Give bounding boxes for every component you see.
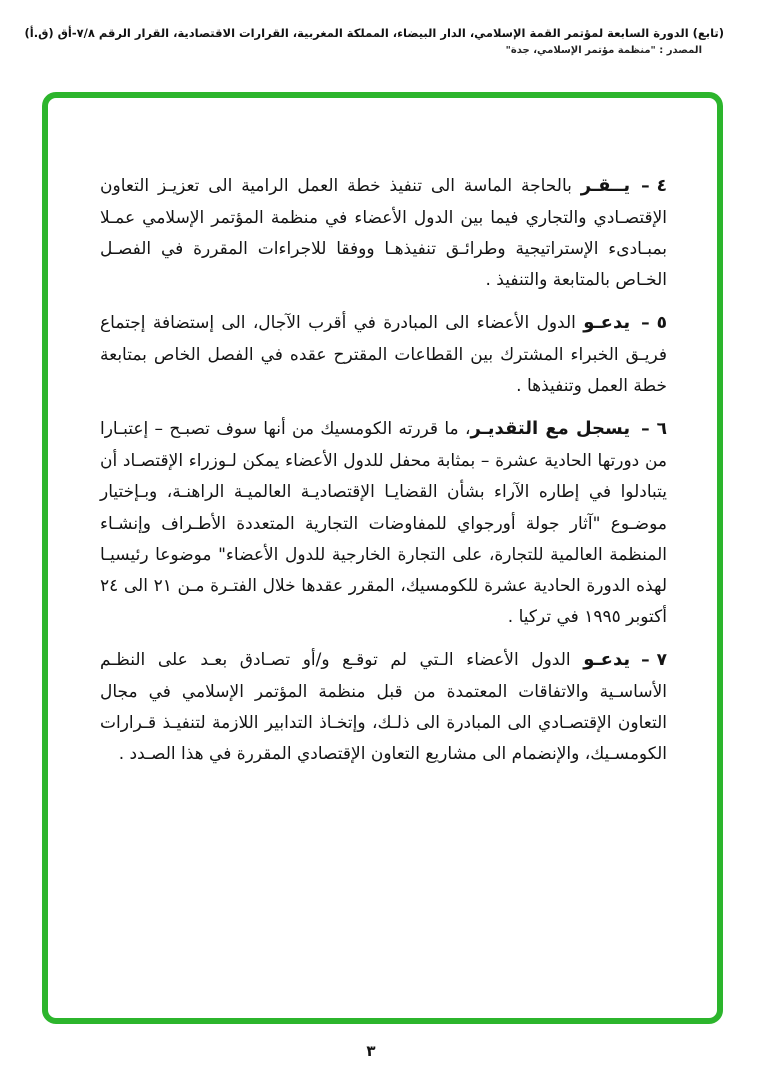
item-lead: يدعـو <box>583 649 631 671</box>
item-dash: – <box>641 176 650 196</box>
header-title: (تابع) الدورة السابعة لمؤتمر القمة الإسلامي، الدار البيضاء، المملكة المغربية، القرارات الاقتصادية، القرار الرقم ٧/٨-أق (ق.أ) <box>24 26 724 40</box>
content-frame <box>42 92 723 1024</box>
item-number: ٤ <box>656 176 668 196</box>
item-text: ، ما قررته الكومسيك من أنها سوف تصبـح – إعتبـارا من دورتها الحادية عشرة – بمثابة محفل للدول الأعضاء يمكن لـوزراء الإقتصـاد أن يتبادلوا في إطاره الآراء بشأن القضايـا الإقتصاديـة العالميـة الراهنـة، وبـإختيار موضـوع "آثار جولة أورجواي للمفاوضات التجارية المتعددة الأطـراف وإنشـاء المنظمة العالمية للتجارة، على التجارة الخارجية للدول الأعضاء" موضوعا رئيسيـا لهذه الدورة الحادية عشرة للكومسيك، المقرر عقدها خلال الفتـرة مـن ٢١ الى ٢٤ أكتوبر ١٩٩٥ في تركيا . <box>100 419 667 627</box>
frame-content <box>48 98 717 821</box>
item-number: ٦ <box>656 419 667 440</box>
item-lead: يــقـر <box>580 175 631 196</box>
resolution-item-7 <box>100 644 667 770</box>
header-source: المصدر : "منظمة مؤتمر الإسلامي، جدة" <box>505 45 702 56</box>
resolution-list <box>100 170 667 770</box>
item-text: بالحاجة الماسة الى تنفيذ خطة العمل الرامية الى تعزيـز التعاون الإقتصـادي والتجاري فيما بين الدول الأعضاء في منظمة المؤتمر الإسلامي عمـلا بمبـادىء الإستراتيجية وطرائـق تنفيذهـا ووفقا للاجراءات المقررة في الفصـل الخـاص بالمتابعة والتنفيذ . <box>100 176 667 291</box>
item-lead: يدعـو <box>583 312 631 334</box>
page-number: ٣ <box>366 1042 376 1060</box>
item-dash: – <box>641 419 650 440</box>
page-footer <box>0 1041 742 1060</box>
item-dash: – <box>641 650 650 671</box>
resolution-item-6 <box>100 413 667 633</box>
item-number: ٧ <box>656 650 667 671</box>
resolution-item-4 <box>100 170 667 296</box>
item-text: الدول الأعضاء الـتي لم توقـع و/أو تصـادق بعـد على النظـم الأساسـية والاتفاقات المعتمدة من قبل منظمة المؤتمر الإسلامي في مجال التعاون الإقتصـادي الى المبادرة الى ذلـك، وإتخـاذ التدابير اللازمة لتنفيـذ قـرارات الكومسـيك، والإنضمام الى مشاريع التعاون الإقتصادي المقررة في هذا الصـدد . <box>100 650 667 765</box>
item-dash: – <box>641 313 650 334</box>
item-number: ٥ <box>656 313 667 334</box>
item-lead: يسجل مع التقديـر <box>470 418 631 440</box>
item-text: الدول الأعضاء الى المبادرة في أقرب الآجال، الى إستضافة إجتماع فريـق الخبراء المشترك بين القطاعات المقترح عقده في الفصل الخاص بمتابعة خطة العمل وتنفيذها . <box>100 313 667 397</box>
resolution-item-5 <box>100 307 667 402</box>
document-header <box>24 26 724 56</box>
